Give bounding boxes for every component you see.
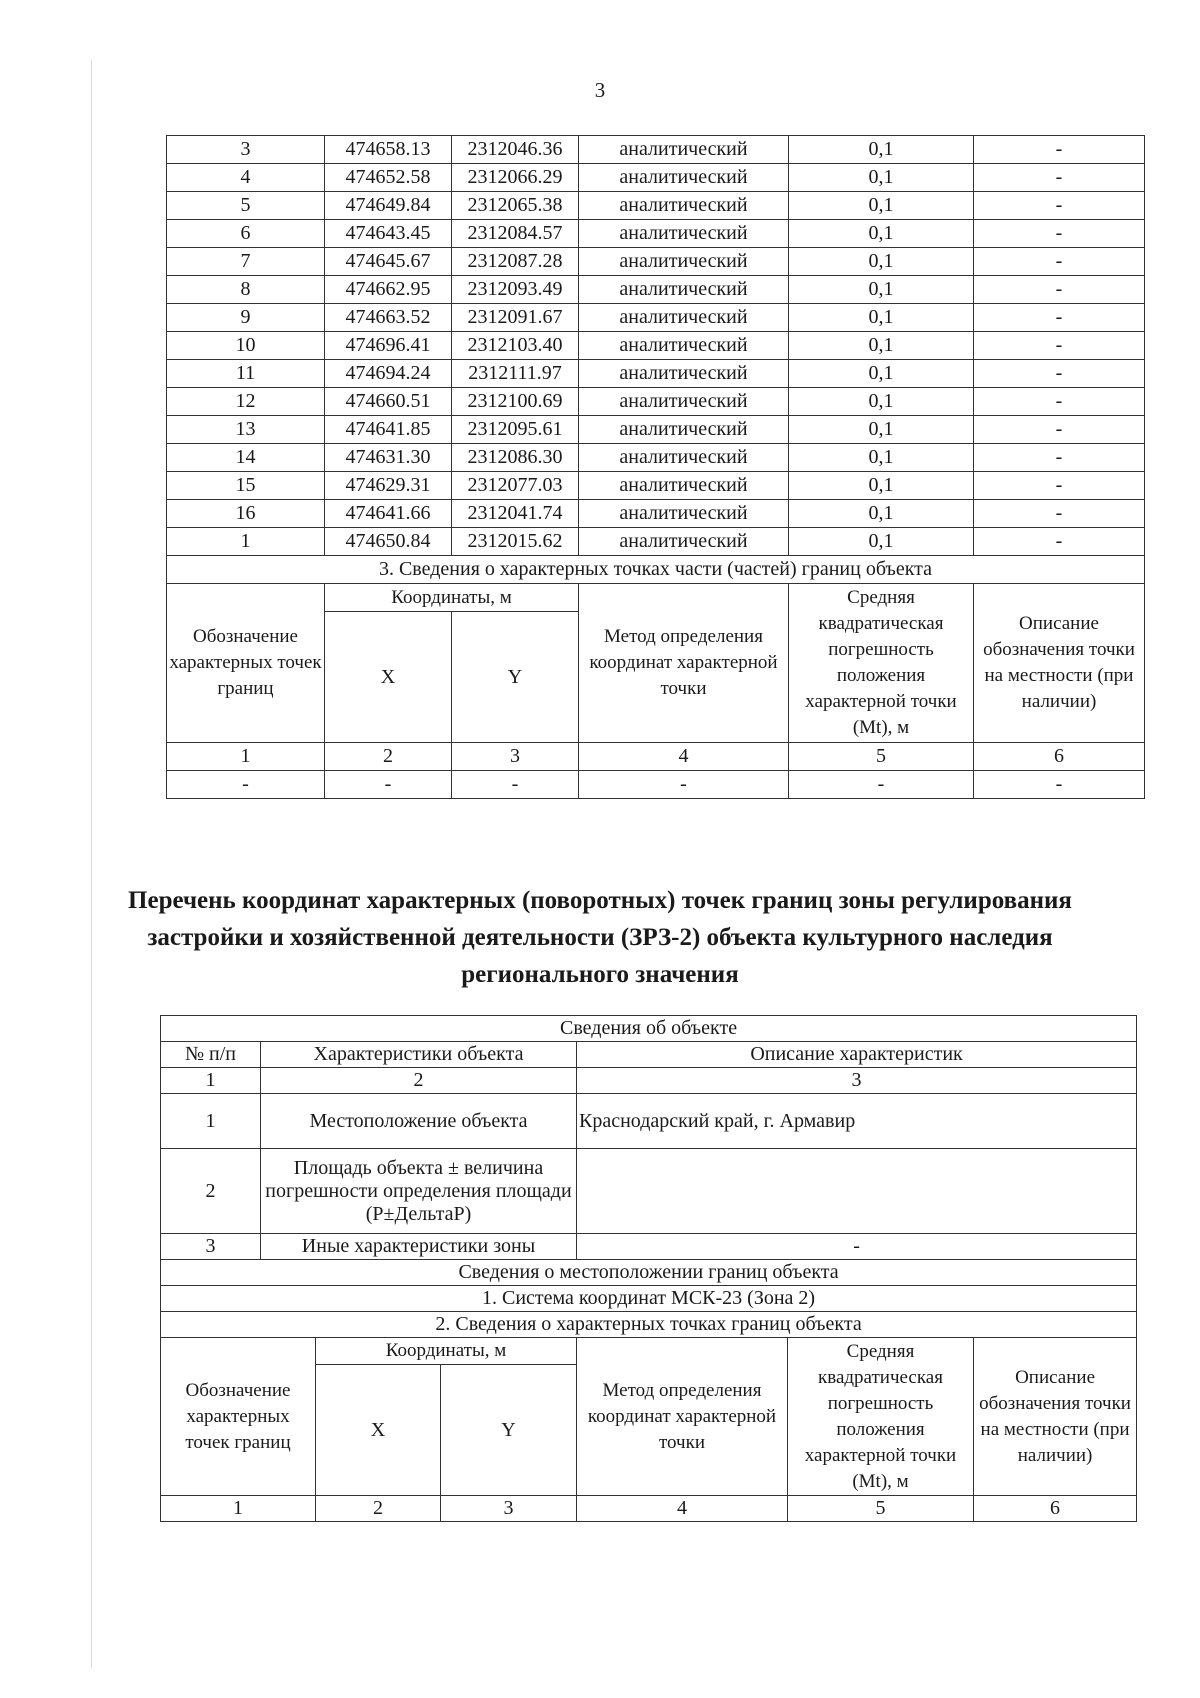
coord-system-row [161, 1286, 1137, 1312]
point-desc: - [974, 192, 1145, 220]
point-x: 474663.52 [325, 304, 452, 332]
point-mt: 0,1 [789, 360, 974, 388]
point-mt: 0,1 [789, 248, 974, 276]
point-x: 474658.13 [325, 136, 452, 164]
point-x: 474641.66 [325, 500, 452, 528]
point-y: 2312041.74 [452, 500, 579, 528]
point-number: 7 [167, 248, 325, 276]
point-x: 474650.84 [325, 528, 452, 556]
col-number: 3 [441, 1496, 577, 1522]
point-desc: - [974, 528, 1145, 556]
point-desc: - [974, 472, 1145, 500]
point-x: 474649.84 [325, 192, 452, 220]
table-row [167, 500, 1145, 528]
col-number: 2 [261, 1068, 577, 1094]
page-number: 3 [594, 78, 606, 102]
point-method: аналитический [579, 136, 789, 164]
point-desc: - [974, 332, 1145, 360]
table-row [167, 416, 1145, 444]
point-method: аналитический [579, 192, 789, 220]
header-designation: Обозначение характерных точек границ [167, 584, 325, 743]
point-desc: - [974, 164, 1145, 192]
col-number: 4 [579, 743, 789, 771]
point-method: аналитический [579, 220, 789, 248]
point-mt: 0,1 [789, 276, 974, 304]
location-title: Сведения о местоположении границ объекта [161, 1260, 1137, 1286]
zone-table [160, 1015, 1137, 1522]
coord-system: 1. Система координат МСК-23 (Зона 2) [161, 1286, 1137, 1312]
table-row [167, 388, 1145, 416]
location-title-row [161, 1260, 1137, 1286]
point-mt: 0,1 [789, 388, 974, 416]
empty-cell: - [452, 771, 579, 799]
row-value: - [577, 1234, 1137, 1260]
table-row [167, 220, 1145, 248]
table-row [167, 304, 1145, 332]
header-desc: Описание обозначения точки на местности (при наличии) [974, 584, 1145, 743]
point-desc: - [974, 136, 1145, 164]
point-y: 2312091.67 [452, 304, 579, 332]
point-x: 474643.45 [325, 220, 452, 248]
empty-cell: - [167, 771, 325, 799]
points-table-body [167, 136, 1145, 799]
point-desc: - [974, 360, 1145, 388]
point-x: 474631.30 [325, 444, 452, 472]
empty-cell: - [579, 771, 789, 799]
row-name: Местоположение объекта [261, 1094, 577, 1149]
point-desc: - [974, 444, 1145, 472]
point-y: 2312084.57 [452, 220, 579, 248]
point-mt: 0,1 [789, 304, 974, 332]
point-mt: 0,1 [789, 528, 974, 556]
point-y: 2312095.61 [452, 416, 579, 444]
point-mt: 0,1 [789, 416, 974, 444]
empty-parts-row [167, 771, 1145, 799]
row-value [577, 1149, 1137, 1234]
table-row [167, 164, 1145, 192]
col-number: 6 [974, 743, 1145, 771]
col-number: 2 [316, 1496, 441, 1522]
object-row-location [161, 1094, 1137, 1149]
point-number: 9 [167, 304, 325, 332]
point-number: 13 [167, 416, 325, 444]
row-name: Иные характеристики зоны [261, 1234, 577, 1260]
point-mt: 0,1 [789, 192, 974, 220]
point-desc: - [974, 500, 1145, 528]
table-row [167, 276, 1145, 304]
row-name: Площадь объекта ± величина погрешности определения площади (Р±ДельтаР) [261, 1149, 577, 1234]
points-title-row [161, 1312, 1137, 1338]
point-x: 474652.58 [325, 164, 452, 192]
point-mt: 0,1 [789, 472, 974, 500]
header-mt: Средняя квадратическая погрешность положения характерной точки (Mt), м [788, 1338, 974, 1496]
point-method: аналитический [579, 332, 789, 360]
row-value: Краснодарский край, г. Армавир [577, 1094, 1137, 1149]
header-method: Метод определения координат характерной точки [579, 584, 789, 743]
point-desc: - [974, 276, 1145, 304]
parts-section-title: 3. Сведения о характерных точках части (частей) границ объекта [167, 556, 1145, 584]
point-number: 1 [167, 528, 325, 556]
table-row [167, 192, 1145, 220]
point-y: 2312065.38 [452, 192, 579, 220]
col-number: 5 [789, 743, 974, 771]
point-number: 6 [167, 220, 325, 248]
point-y: 2312086.30 [452, 444, 579, 472]
header-desc: Описание обозначения точки на местности (при наличии) [974, 1338, 1137, 1496]
col-number: 1 [167, 743, 325, 771]
object-info-title-row [161, 1016, 1137, 1042]
table-row [167, 360, 1145, 388]
header-num: № п/п [161, 1042, 261, 1068]
point-number: 16 [167, 500, 325, 528]
point-number: 8 [167, 276, 325, 304]
table-row [167, 444, 1145, 472]
point-method: аналитический [579, 304, 789, 332]
point-y: 2312100.69 [452, 388, 579, 416]
point-x: 474662.95 [325, 276, 452, 304]
header-x: X [316, 1365, 441, 1496]
point-mt: 0,1 [789, 500, 974, 528]
point-y: 2312066.29 [452, 164, 579, 192]
col-number: 3 [577, 1068, 1137, 1094]
header-characteristics: Характеристики объекта [261, 1042, 577, 1068]
point-mt: 0,1 [789, 136, 974, 164]
row-num: 2 [161, 1149, 261, 1234]
header-coords: Координаты, м [316, 1338, 577, 1365]
column-number-row [167, 743, 1145, 771]
table-header-row [161, 1338, 1137, 1365]
point-mt: 0,1 [789, 332, 974, 360]
header-designation: Обозначение характерных точек границ [161, 1338, 316, 1496]
table-header-row [167, 584, 1145, 612]
point-y: 2312015.62 [452, 528, 579, 556]
header-coords: Координаты, м [325, 584, 579, 612]
point-x: 474696.41 [325, 332, 452, 360]
empty-cell: - [789, 771, 974, 799]
point-mt: 0,1 [789, 444, 974, 472]
point-y: 2312077.03 [452, 472, 579, 500]
point-method: аналитический [579, 360, 789, 388]
col-number: 2 [325, 743, 452, 771]
point-y: 2312111.97 [452, 360, 579, 388]
page-margin-line [91, 60, 92, 1668]
point-desc: - [974, 220, 1145, 248]
column-number-row [161, 1496, 1137, 1522]
point-method: аналитический [579, 276, 789, 304]
point-number: 14 [167, 444, 325, 472]
point-x: 474660.51 [325, 388, 452, 416]
point-x: 474645.67 [325, 248, 452, 276]
point-desc: - [974, 304, 1145, 332]
point-mt: 0,1 [789, 164, 974, 192]
point-desc: - [974, 416, 1145, 444]
point-desc: - [974, 388, 1145, 416]
table-row [167, 248, 1145, 276]
point-method: аналитический [579, 416, 789, 444]
col-number: 4 [577, 1496, 788, 1522]
point-mt: 0,1 [789, 220, 974, 248]
point-x: 474629.31 [325, 472, 452, 500]
col-number: 6 [974, 1496, 1137, 1522]
points-table [166, 135, 1145, 799]
point-y: 2312103.40 [452, 332, 579, 360]
point-number: 4 [167, 164, 325, 192]
point-method: аналитический [579, 500, 789, 528]
header-x: X [325, 612, 452, 743]
header-y: Y [452, 612, 579, 743]
object-info-title: Сведения об объекте [161, 1016, 1137, 1042]
point-y: 2312087.28 [452, 248, 579, 276]
point-method: аналитический [579, 528, 789, 556]
object-col-headers-row [161, 1042, 1137, 1068]
row-num: 1 [161, 1094, 261, 1149]
table-row [167, 332, 1145, 360]
point-method: аналитический [579, 164, 789, 192]
header-y: Y [441, 1365, 577, 1496]
object-row-other [161, 1234, 1137, 1260]
header-method: Метод определения координат характерной точки [577, 1338, 788, 1496]
zone-title: Перечень координат характерных (поворотных) точек границ зоны регулирования застройки и хозяйственной деятельности (ЗРЗ-2) объекта культурного наследия регионального значения [128, 887, 1072, 988]
object-col-numbers-row [161, 1068, 1137, 1094]
empty-cell: - [325, 771, 452, 799]
col-number: 1 [161, 1496, 316, 1522]
table-row [167, 472, 1145, 500]
empty-cell: - [974, 771, 1145, 799]
point-method: аналитический [579, 248, 789, 276]
point-method: аналитический [579, 444, 789, 472]
point-number: 12 [167, 388, 325, 416]
point-number: 10 [167, 332, 325, 360]
row-num: 3 [161, 1234, 261, 1260]
point-y: 2312046.36 [452, 136, 579, 164]
table-row [167, 528, 1145, 556]
point-x: 474641.85 [325, 416, 452, 444]
point-y: 2312093.49 [452, 276, 579, 304]
point-number: 15 [167, 472, 325, 500]
point-number: 11 [167, 360, 325, 388]
table-row [167, 136, 1145, 164]
point-method: аналитический [579, 388, 789, 416]
header-description: Описание характеристик [577, 1042, 1137, 1068]
col-number: 5 [788, 1496, 974, 1522]
header-mt: Средняя квадратическая погрешность положения характерной точки (Mt), м [789, 584, 974, 743]
points-title: 2. Сведения о характерных точках границ объекта [161, 1312, 1137, 1338]
parts-section-row [167, 556, 1145, 584]
point-x: 474694.24 [325, 360, 452, 388]
object-row-area [161, 1149, 1137, 1234]
point-number: 5 [167, 192, 325, 220]
point-desc: - [974, 248, 1145, 276]
point-method: аналитический [579, 472, 789, 500]
point-number: 3 [167, 136, 325, 164]
col-number: 3 [452, 743, 579, 771]
col-number: 1 [161, 1068, 261, 1094]
